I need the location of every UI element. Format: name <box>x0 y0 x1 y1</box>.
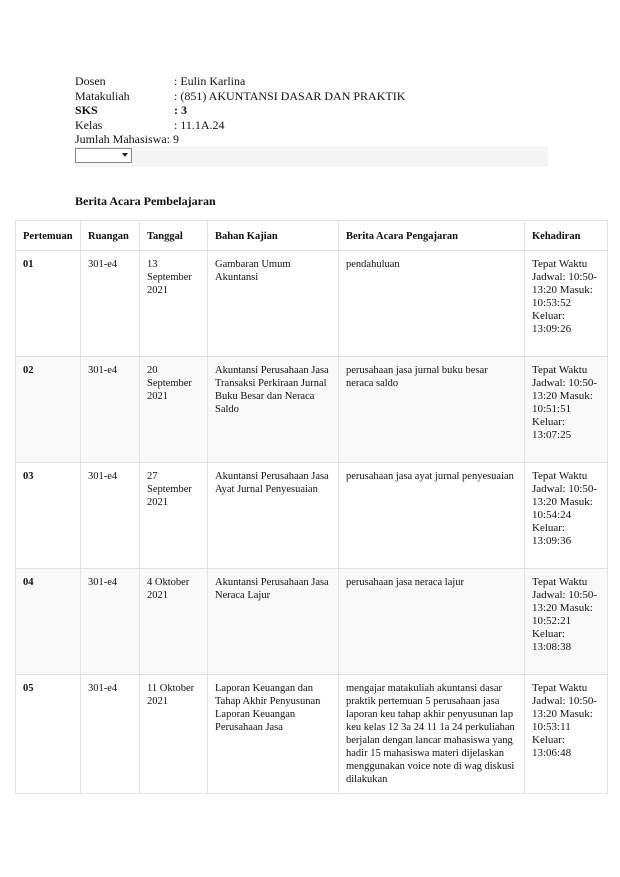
cell-berita-acara: perusahaan jasa neraca lajur <box>339 569 525 675</box>
cell-pertemuan: 05 <box>16 675 81 794</box>
cell-tanggal: 11 Oktober 2021 <box>140 675 208 794</box>
sks-label: SKS <box>75 103 98 118</box>
matakuliah-label: Matakuliah <box>75 88 130 103</box>
cell-tanggal: 20 September 2021 <box>140 357 208 463</box>
pertemuan-select[interactable] <box>75 148 132 163</box>
kelas-label: Kelas <box>75 117 103 132</box>
table-row <box>16 463 608 569</box>
table-row <box>16 569 608 675</box>
header-pertemuan: Pertemuan <box>16 221 81 251</box>
cell-ruangan: 301-e4 <box>81 251 140 357</box>
cell-pertemuan: 01 <box>16 251 81 357</box>
cell-tanggal: 13 September 2021 <box>140 251 208 357</box>
info-row-jumlah-mahasiswa <box>75 132 405 147</box>
header-kehadiran: Kehadiran <box>525 221 608 251</box>
table-row <box>16 251 608 357</box>
cell-kehadiran: Tepat Waktu Jadwal: 10:50-13:20 Masuk: 10:52:21 Keluar: 13:08:38 <box>525 569 608 675</box>
cell-ruangan: 301-e4 <box>81 463 140 569</box>
table-row <box>16 675 608 794</box>
header-tanggal: Tanggal <box>140 221 208 251</box>
cell-pertemuan: 03 <box>16 463 81 569</box>
cell-kehadiran: Tepat Waktu Jadwal: 10:50-13:20 Masuk: 10:51:51 Keluar: 13:07:25 <box>525 357 608 463</box>
header-bahan-kajian: Bahan Kajian <box>208 221 339 251</box>
cell-kehadiran: Tepat Waktu Jadwal: 10:50-13:20 Masuk: 10:54:24 Keluar: 13:09:36 <box>525 463 608 569</box>
cell-berita-acara: pendahuluan <box>339 251 525 357</box>
cell-pertemuan: 04 <box>16 569 81 675</box>
cell-berita-acara: mengajar matakuliah akuntansi dasar praktik pertemuan 5 perusahaan jasa laporan keu tahap akhir penyusunan lap keu kelas 12 3a 24 11 1a 24 perkuliahan berjalan dengan lancar mahasiswa yang hadir 15 mahasiswa materi dijelaskan menggunakan voice note di wag diskusi dilakukan <box>339 675 525 794</box>
berita-acara-table <box>15 220 608 794</box>
cell-berita-acara: perusahaan jasa ayat jurnal penyesuaian <box>339 463 525 569</box>
cell-tanggal: 4 Oktober 2021 <box>140 569 208 675</box>
cell-pertemuan: 02 <box>16 357 81 463</box>
select-strip <box>75 146 548 167</box>
cell-ruangan: 301-e4 <box>81 569 140 675</box>
info-row-sks <box>75 103 405 118</box>
cell-kehadiran: Tepat Waktu Jadwal: 10:50-13:20 Masuk: 10:53:52 Keluar: 13:09:26 <box>525 251 608 357</box>
dosen-value: : Eulin Karlina <box>174 74 246 88</box>
cell-tanggal: 27 September 2021 <box>140 463 208 569</box>
kelas-value: : 11.1A.24 <box>174 117 225 132</box>
sks-value: : 3 <box>174 103 187 118</box>
jumlah-mahasiswa-value: : 9 <box>166 132 179 147</box>
cell-berita-acara: perusahaan jasa jurnal buku besar neraca saldo <box>339 357 525 463</box>
cell-ruangan: 301-e4 <box>81 675 140 794</box>
cell-bahan-kajian: Akuntansi Perusahaan Jasa Transaksi Perkiraan Jurnal Buku Besar dan Neraca Saldo <box>208 357 339 463</box>
matakuliah-value: : (851) AKUNTANSI DASAR DAN PRAKTIK <box>174 88 406 103</box>
cell-kehadiran: Tepat Waktu Jadwal: 10:50-13:20 Masuk: 10:53:11 Keluar: 13:06:48 <box>525 675 608 794</box>
table-header-row <box>16 221 608 251</box>
table-row <box>16 357 608 463</box>
cell-bahan-kajian: Akuntansi Perusahaan Jasa Ayat Jurnal Penyesuaian <box>208 463 339 569</box>
info-row-matakuliah <box>75 89 405 104</box>
jumlah-mahasiswa-label: Jumlah Mahasiswa <box>75 132 167 147</box>
section-title: Berita Acara Pembelajaran <box>75 194 216 208</box>
chevron-down-icon[interactable] <box>122 153 128 157</box>
cell-bahan-kajian: Akuntansi Perusahaan Jasa Neraca Lajur <box>208 569 339 675</box>
header-berita-acara: Berita Acara Pengajaran <box>339 221 525 251</box>
dosen-label: Dosen <box>75 74 106 88</box>
info-row-dosen <box>75 74 405 89</box>
cell-bahan-kajian: Laporan Keuangan dan Tahap Akhir Penyusunan Laporan Keuangan Perusahaan Jasa <box>208 675 339 794</box>
header-ruangan: Ruangan <box>81 221 140 251</box>
cell-bahan-kajian: Gambaran Umum Akuntansi <box>208 251 339 357</box>
cell-ruangan: 301-e4 <box>81 357 140 463</box>
course-info <box>75 74 405 147</box>
info-row-kelas <box>75 118 405 133</box>
